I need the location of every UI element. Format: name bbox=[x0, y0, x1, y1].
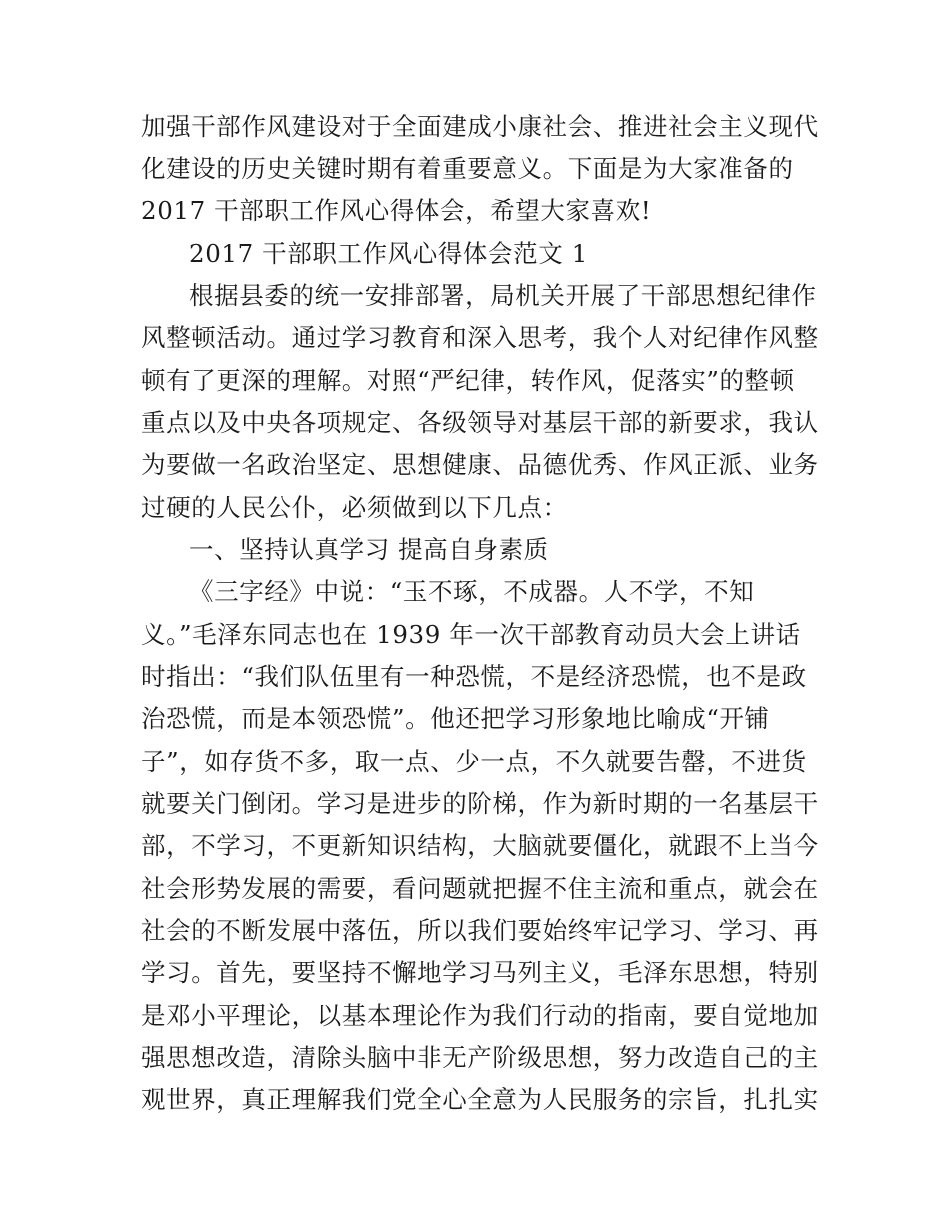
subsection-heading: 一、坚持认真学习 提高自身素质 bbox=[189, 535, 549, 564]
paragraph-line: 观世界，真正理解我们党全心全意为人民服务的宗旨，扎扎实 bbox=[141, 1085, 819, 1114]
paragraph-line: 重点以及中央各项规定、各级领导对基层干部的新要求，我认 bbox=[141, 408, 819, 437]
paragraph-line: 部，不学习，不更新知识结构，大脑就要僵化，就跟不上当今 bbox=[141, 831, 819, 860]
paragraph-line: 学习。首先，要坚持不懈地学习马列主义，毛泽东思想，特别 bbox=[141, 958, 819, 987]
paragraph-line: 根据县委的统一安排部署，局机关开展了干部思想纪律作 bbox=[189, 281, 817, 310]
paragraph-line: 社会形势发展的需要，看问题就把握不住主流和重点，就会在 bbox=[141, 874, 819, 903]
paragraph-line: 过硬的人民公仆，必须做到以下几点： bbox=[141, 493, 568, 522]
paragraph-line: 子”，如存货不多，取一点、少一点，不久就要告罄，不进货 bbox=[141, 747, 807, 776]
paragraph-line: 2017 干部职工作风心得体会，希望大家喜欢! bbox=[141, 196, 652, 225]
paragraph-line: 加强干部作风建设对于全面建成小康社会、推进社会主义现代 bbox=[141, 112, 819, 141]
paragraph-line: 强思想改造，清除头脑中非无产阶级思想，努力改造自己的主 bbox=[141, 1043, 819, 1072]
paragraph-line: 就要关门倒闭。学习是进步的阶梯，作为新时期的一名基层干 bbox=[141, 789, 819, 818]
paragraph-line: 是邓小平理论，以基本理论作为我们行动的指南，要自觉地加 bbox=[141, 1001, 819, 1030]
paragraph-line: 《三字经》中说：“玉不琢，不成器。人不学，不知 bbox=[189, 577, 755, 606]
paragraph-line: 时指出：“我们队伍里有一种恐慌，不是经济恐慌，也不是政 bbox=[141, 662, 807, 691]
paragraph-line: 治恐慌，而是本领恐慌”。他还把学习形象地比喻成“开铺 bbox=[141, 704, 770, 733]
paragraph-line: 风整顿活动。通过学习教育和深入思考，我个人对纪律作风整 bbox=[141, 323, 819, 352]
paragraph-line: 社会的不断发展中落伍，所以我们要始终牢记学习、学习、再 bbox=[141, 916, 819, 945]
paragraph-line: 为要做一名政治坚定、思想健康、品德优秀、作风正派、业务 bbox=[141, 450, 819, 479]
paragraph-line: 化建设的历史关键时期有着重要意义。下面是为大家准备的 bbox=[141, 154, 794, 183]
paragraph-line: 义。”毛泽东同志也在 1939 年一次干部教育动员大会上讲话 bbox=[141, 620, 801, 649]
paragraph-line: 顿有了更深的理解。对照“严纪律，转作风，促落实”的整顿 bbox=[141, 366, 795, 395]
section-heading: 2017 干部职工作风心得体会范文 1 bbox=[189, 239, 588, 268]
